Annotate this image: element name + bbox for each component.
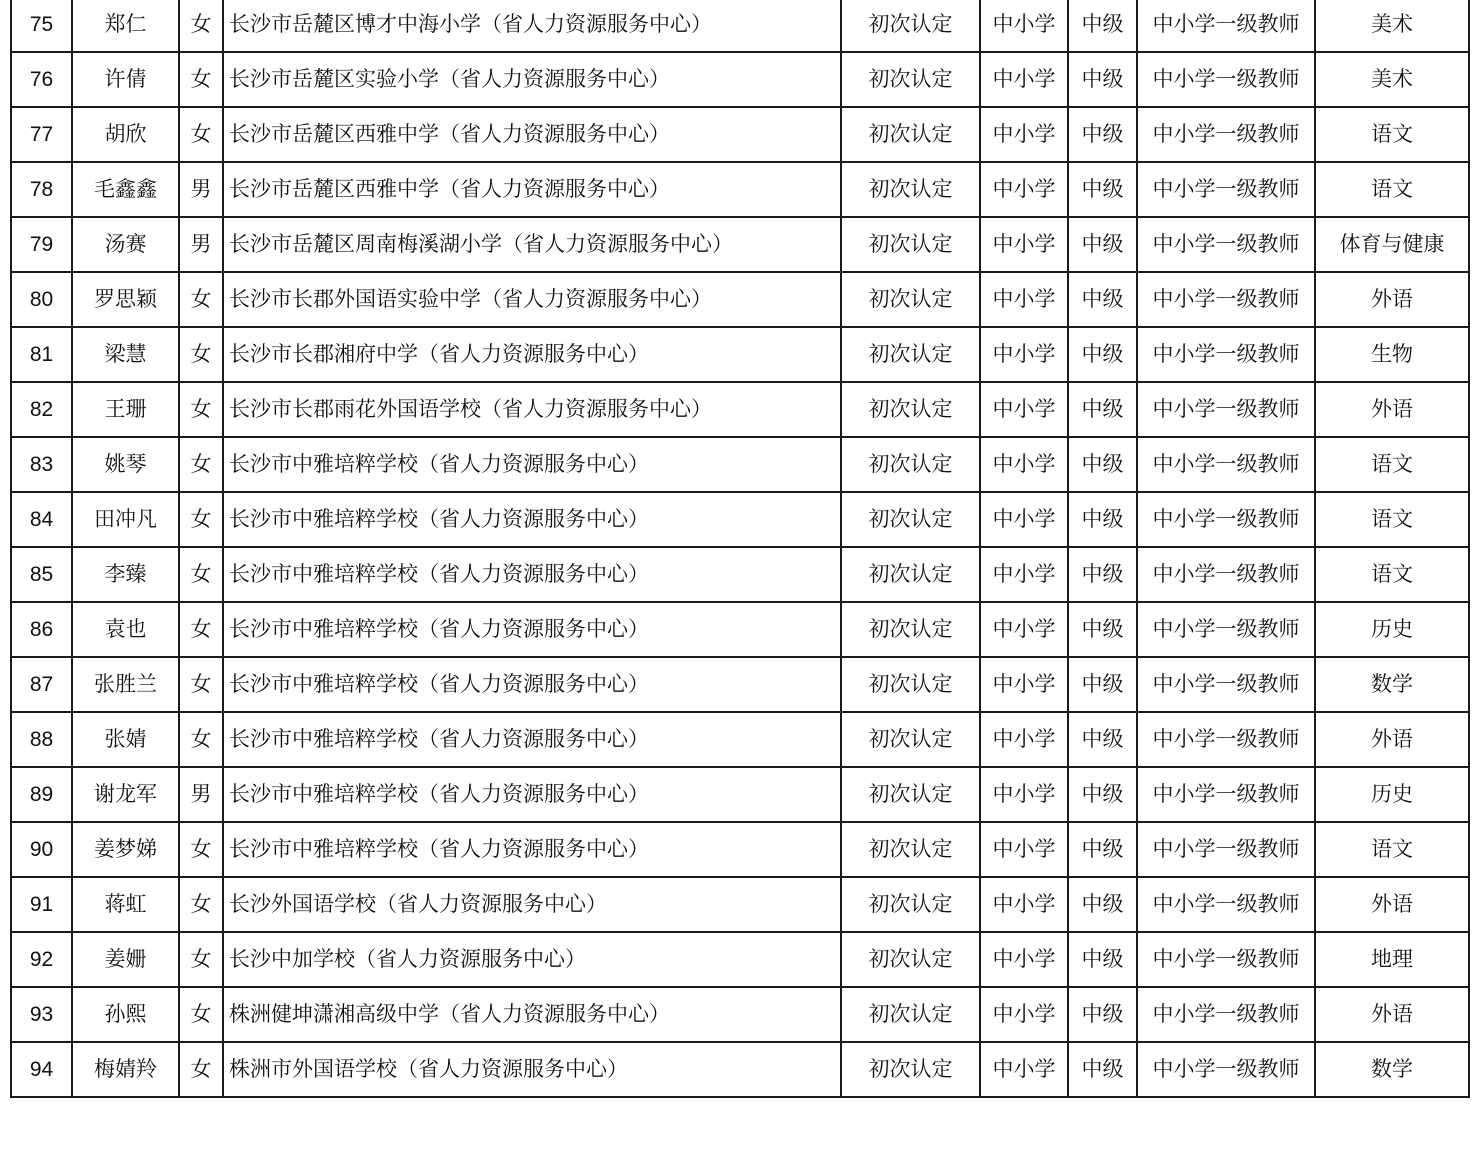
cell-review-type: 初次认定 — [841, 437, 980, 492]
table-row — [11, 52, 1469, 107]
cell-unit: 株洲健坤潇湘高级中学（省人力资源服务中心） — [223, 987, 841, 1042]
cell-name: 胡欣 — [72, 107, 179, 162]
cell-subject: 地理 — [1315, 932, 1469, 987]
cell-name: 郑仁 — [72, 0, 179, 52]
cell-number: 88 — [11, 712, 72, 767]
table-row — [11, 437, 1469, 492]
cell-review-type: 初次认定 — [841, 1042, 980, 1097]
cell-title: 中小学一级教师 — [1137, 767, 1315, 822]
cell-gender: 女 — [179, 712, 223, 767]
cell-gender: 女 — [179, 492, 223, 547]
cell-title: 中小学一级教师 — [1137, 932, 1315, 987]
cell-level: 中级 — [1068, 932, 1137, 987]
cell-subject: 语文 — [1315, 822, 1469, 877]
cell-review-type: 初次认定 — [841, 987, 980, 1042]
cell-subject: 历史 — [1315, 602, 1469, 657]
table-row — [11, 217, 1469, 272]
cell-unit: 长沙市岳麓区西雅中学（省人力资源服务中心） — [223, 107, 841, 162]
cell-review-type: 初次认定 — [841, 327, 980, 382]
cell-unit: 长沙市长郡雨花外国语学校（省人力资源服务中心） — [223, 382, 841, 437]
cell-unit: 长沙市中雅培粹学校（省人力资源服务中心） — [223, 492, 841, 547]
cell-title: 中小学一级教师 — [1137, 162, 1315, 217]
cell-series: 中小学 — [980, 1042, 1068, 1097]
cell-series: 中小学 — [980, 0, 1068, 52]
cell-level: 中级 — [1068, 822, 1137, 877]
cell-subject: 语文 — [1315, 162, 1469, 217]
cell-subject: 外语 — [1315, 987, 1469, 1042]
cell-number: 82 — [11, 382, 72, 437]
cell-level: 中级 — [1068, 52, 1137, 107]
table-row — [11, 547, 1469, 602]
cell-name: 田冲凡 — [72, 492, 179, 547]
cell-name: 许倩 — [72, 52, 179, 107]
cell-title: 中小学一级教师 — [1137, 547, 1315, 602]
table-body — [11, 0, 1469, 1097]
table-row — [11, 382, 1469, 437]
cell-title: 中小学一级教师 — [1137, 107, 1315, 162]
cell-name: 张胜兰 — [72, 657, 179, 712]
cell-subject: 外语 — [1315, 382, 1469, 437]
cell-title: 中小学一级教师 — [1137, 327, 1315, 382]
cell-review-type: 初次认定 — [841, 602, 980, 657]
cell-number: 80 — [11, 272, 72, 327]
cell-unit: 长沙市长郡外国语实验中学（省人力资源服务中心） — [223, 272, 841, 327]
cell-gender: 女 — [179, 437, 223, 492]
cell-title: 中小学一级教师 — [1137, 1042, 1315, 1097]
cell-series: 中小学 — [980, 272, 1068, 327]
table-row — [11, 657, 1469, 712]
cell-title: 中小学一级教师 — [1137, 712, 1315, 767]
cell-number: 87 — [11, 657, 72, 712]
cell-number: 85 — [11, 547, 72, 602]
cell-gender: 女 — [179, 107, 223, 162]
cell-number: 83 — [11, 437, 72, 492]
cell-series: 中小学 — [980, 932, 1068, 987]
cell-review-type: 初次认定 — [841, 162, 980, 217]
table-row — [11, 602, 1469, 657]
cell-title: 中小学一级教师 — [1137, 602, 1315, 657]
cell-gender: 男 — [179, 217, 223, 272]
cell-name: 姜姗 — [72, 932, 179, 987]
cell-subject: 体育与健康 — [1315, 217, 1469, 272]
cell-unit: 长沙市中雅培粹学校（省人力资源服务中心） — [223, 602, 841, 657]
cell-unit: 长沙市中雅培粹学校（省人力资源服务中心） — [223, 767, 841, 822]
cell-number: 93 — [11, 987, 72, 1042]
cell-level: 中级 — [1068, 327, 1137, 382]
cell-gender: 女 — [179, 657, 223, 712]
cell-review-type: 初次认定 — [841, 767, 980, 822]
cell-subject: 语文 — [1315, 547, 1469, 602]
cell-series: 中小学 — [980, 162, 1068, 217]
cell-subject: 外语 — [1315, 272, 1469, 327]
cell-unit: 长沙市岳麓区周南梅溪湖小学（省人力资源服务中心） — [223, 217, 841, 272]
cell-review-type: 初次认定 — [841, 492, 980, 547]
cell-number: 90 — [11, 822, 72, 877]
cell-name: 梅婧羚 — [72, 1042, 179, 1097]
cell-review-type: 初次认定 — [841, 932, 980, 987]
table-row — [11, 877, 1469, 932]
document-table-container — [10, 0, 1468, 1098]
table-row — [11, 767, 1469, 822]
cell-name: 毛鑫鑫 — [72, 162, 179, 217]
cell-title: 中小学一级教师 — [1137, 217, 1315, 272]
table-row — [11, 162, 1469, 217]
table-row — [11, 327, 1469, 382]
table-row — [11, 0, 1469, 52]
cell-level: 中级 — [1068, 272, 1137, 327]
cell-series: 中小学 — [980, 52, 1068, 107]
cell-level: 中级 — [1068, 382, 1137, 437]
cell-series: 中小学 — [980, 327, 1068, 382]
cell-review-type: 初次认定 — [841, 107, 980, 162]
cell-name: 王珊 — [72, 382, 179, 437]
cell-gender: 女 — [179, 327, 223, 382]
cell-level: 中级 — [1068, 987, 1137, 1042]
cell-gender: 女 — [179, 382, 223, 437]
cell-unit: 长沙市中雅培粹学校（省人力资源服务中心） — [223, 437, 841, 492]
cell-series: 中小学 — [980, 107, 1068, 162]
cell-gender: 女 — [179, 272, 223, 327]
cell-title: 中小学一级教师 — [1137, 0, 1315, 52]
cell-subject: 语文 — [1315, 492, 1469, 547]
cell-subject: 美术 — [1315, 0, 1469, 52]
cell-gender: 女 — [179, 932, 223, 987]
cell-gender: 女 — [179, 547, 223, 602]
cell-name: 孙熙 — [72, 987, 179, 1042]
cell-gender: 男 — [179, 767, 223, 822]
cell-unit: 长沙市中雅培粹学校（省人力资源服务中心） — [223, 712, 841, 767]
cell-title: 中小学一级教师 — [1137, 492, 1315, 547]
cell-level: 中级 — [1068, 712, 1137, 767]
cell-level: 中级 — [1068, 107, 1137, 162]
cell-title: 中小学一级教师 — [1137, 272, 1315, 327]
cell-name: 姜梦娣 — [72, 822, 179, 877]
cell-gender: 男 — [179, 162, 223, 217]
cell-level: 中级 — [1068, 1042, 1137, 1097]
cell-subject: 外语 — [1315, 712, 1469, 767]
cell-name: 梁慧 — [72, 327, 179, 382]
cell-gender: 女 — [179, 877, 223, 932]
cell-gender: 女 — [179, 602, 223, 657]
cell-subject: 美术 — [1315, 52, 1469, 107]
cell-review-type: 初次认定 — [841, 712, 980, 767]
cell-series: 中小学 — [980, 547, 1068, 602]
cell-subject: 数学 — [1315, 657, 1469, 712]
cell-number: 76 — [11, 52, 72, 107]
cell-name: 姚琴 — [72, 437, 179, 492]
cell-number: 81 — [11, 327, 72, 382]
cell-subject: 语文 — [1315, 437, 1469, 492]
cell-level: 中级 — [1068, 0, 1137, 52]
cell-name: 汤赛 — [72, 217, 179, 272]
cell-review-type: 初次认定 — [841, 217, 980, 272]
cell-review-type: 初次认定 — [841, 382, 980, 437]
cell-series: 中小学 — [980, 767, 1068, 822]
cell-review-type: 初次认定 — [841, 822, 980, 877]
cell-series: 中小学 — [980, 712, 1068, 767]
cell-title: 中小学一级教师 — [1137, 657, 1315, 712]
cell-title: 中小学一级教师 — [1137, 822, 1315, 877]
cell-series: 中小学 — [980, 657, 1068, 712]
table-row — [11, 822, 1469, 877]
cell-unit: 长沙市岳麓区实验小学（省人力资源服务中心） — [223, 52, 841, 107]
cell-title: 中小学一级教师 — [1137, 987, 1315, 1042]
cell-level: 中级 — [1068, 217, 1137, 272]
cell-series: 中小学 — [980, 217, 1068, 272]
cell-review-type: 初次认定 — [841, 272, 980, 327]
cell-gender: 女 — [179, 52, 223, 107]
cell-series: 中小学 — [980, 492, 1068, 547]
cell-name: 蒋虹 — [72, 877, 179, 932]
cell-subject: 历史 — [1315, 767, 1469, 822]
cell-gender: 女 — [179, 0, 223, 52]
cell-series: 中小学 — [980, 822, 1068, 877]
cell-number: 84 — [11, 492, 72, 547]
cell-unit: 长沙市长郡湘府中学（省人力资源服务中心） — [223, 327, 841, 382]
cell-name: 张婧 — [72, 712, 179, 767]
table-row — [11, 272, 1469, 327]
cell-name: 谢龙军 — [72, 767, 179, 822]
cell-review-type: 初次认定 — [841, 547, 980, 602]
cell-level: 中级 — [1068, 547, 1137, 602]
cell-level: 中级 — [1068, 492, 1137, 547]
cell-unit: 长沙市中雅培粹学校（省人力资源服务中心） — [223, 822, 841, 877]
cell-series: 中小学 — [980, 382, 1068, 437]
cell-review-type: 初次认定 — [841, 877, 980, 932]
cell-unit: 长沙外国语学校（省人力资源服务中心） — [223, 877, 841, 932]
cell-unit: 长沙中加学校（省人力资源服务中心） — [223, 932, 841, 987]
cell-subject: 生物 — [1315, 327, 1469, 382]
cell-title: 中小学一级教师 — [1137, 437, 1315, 492]
cell-number: 92 — [11, 932, 72, 987]
cell-review-type: 初次认定 — [841, 0, 980, 52]
cell-level: 中级 — [1068, 877, 1137, 932]
cell-level: 中级 — [1068, 767, 1137, 822]
cell-level: 中级 — [1068, 162, 1137, 217]
cell-number: 91 — [11, 877, 72, 932]
cell-unit: 长沙市岳麓区西雅中学（省人力资源服务中心） — [223, 162, 841, 217]
table-row — [11, 492, 1469, 547]
cell-series: 中小学 — [980, 437, 1068, 492]
cell-subject: 语文 — [1315, 107, 1469, 162]
cell-number: 77 — [11, 107, 72, 162]
cell-title: 中小学一级教师 — [1137, 877, 1315, 932]
cell-unit: 株洲市外国语学校（省人力资源服务中心） — [223, 1042, 841, 1097]
cell-name: 袁也 — [72, 602, 179, 657]
cell-title: 中小学一级教师 — [1137, 382, 1315, 437]
cell-review-type: 初次认定 — [841, 657, 980, 712]
cell-series: 中小学 — [980, 987, 1068, 1042]
cell-number: 78 — [11, 162, 72, 217]
cell-number: 94 — [11, 1042, 72, 1097]
table-row — [11, 712, 1469, 767]
cell-number: 86 — [11, 602, 72, 657]
cell-name: 罗思颖 — [72, 272, 179, 327]
teacher-title-table — [10, 0, 1470, 1098]
cell-review-type: 初次认定 — [841, 52, 980, 107]
cell-unit: 长沙市中雅培粹学校（省人力资源服务中心） — [223, 547, 841, 602]
cell-subject: 数学 — [1315, 1042, 1469, 1097]
cell-number: 79 — [11, 217, 72, 272]
cell-series: 中小学 — [980, 877, 1068, 932]
cell-unit: 长沙市中雅培粹学校（省人力资源服务中心） — [223, 657, 841, 712]
table-row — [11, 1042, 1469, 1097]
cell-gender: 女 — [179, 987, 223, 1042]
cell-number: 75 — [11, 0, 72, 52]
cell-subject: 外语 — [1315, 877, 1469, 932]
cell-name: 李臻 — [72, 547, 179, 602]
cell-number: 89 — [11, 767, 72, 822]
cell-level: 中级 — [1068, 437, 1137, 492]
table-row — [11, 987, 1469, 1042]
cell-gender: 女 — [179, 822, 223, 877]
cell-unit: 长沙市岳麓区博才中海小学（省人力资源服务中心） — [223, 0, 841, 52]
cell-series: 中小学 — [980, 602, 1068, 657]
cell-title: 中小学一级教师 — [1137, 52, 1315, 107]
cell-level: 中级 — [1068, 657, 1137, 712]
cell-gender: 女 — [179, 1042, 223, 1097]
table-row — [11, 107, 1469, 162]
table-row — [11, 932, 1469, 987]
cell-level: 中级 — [1068, 602, 1137, 657]
